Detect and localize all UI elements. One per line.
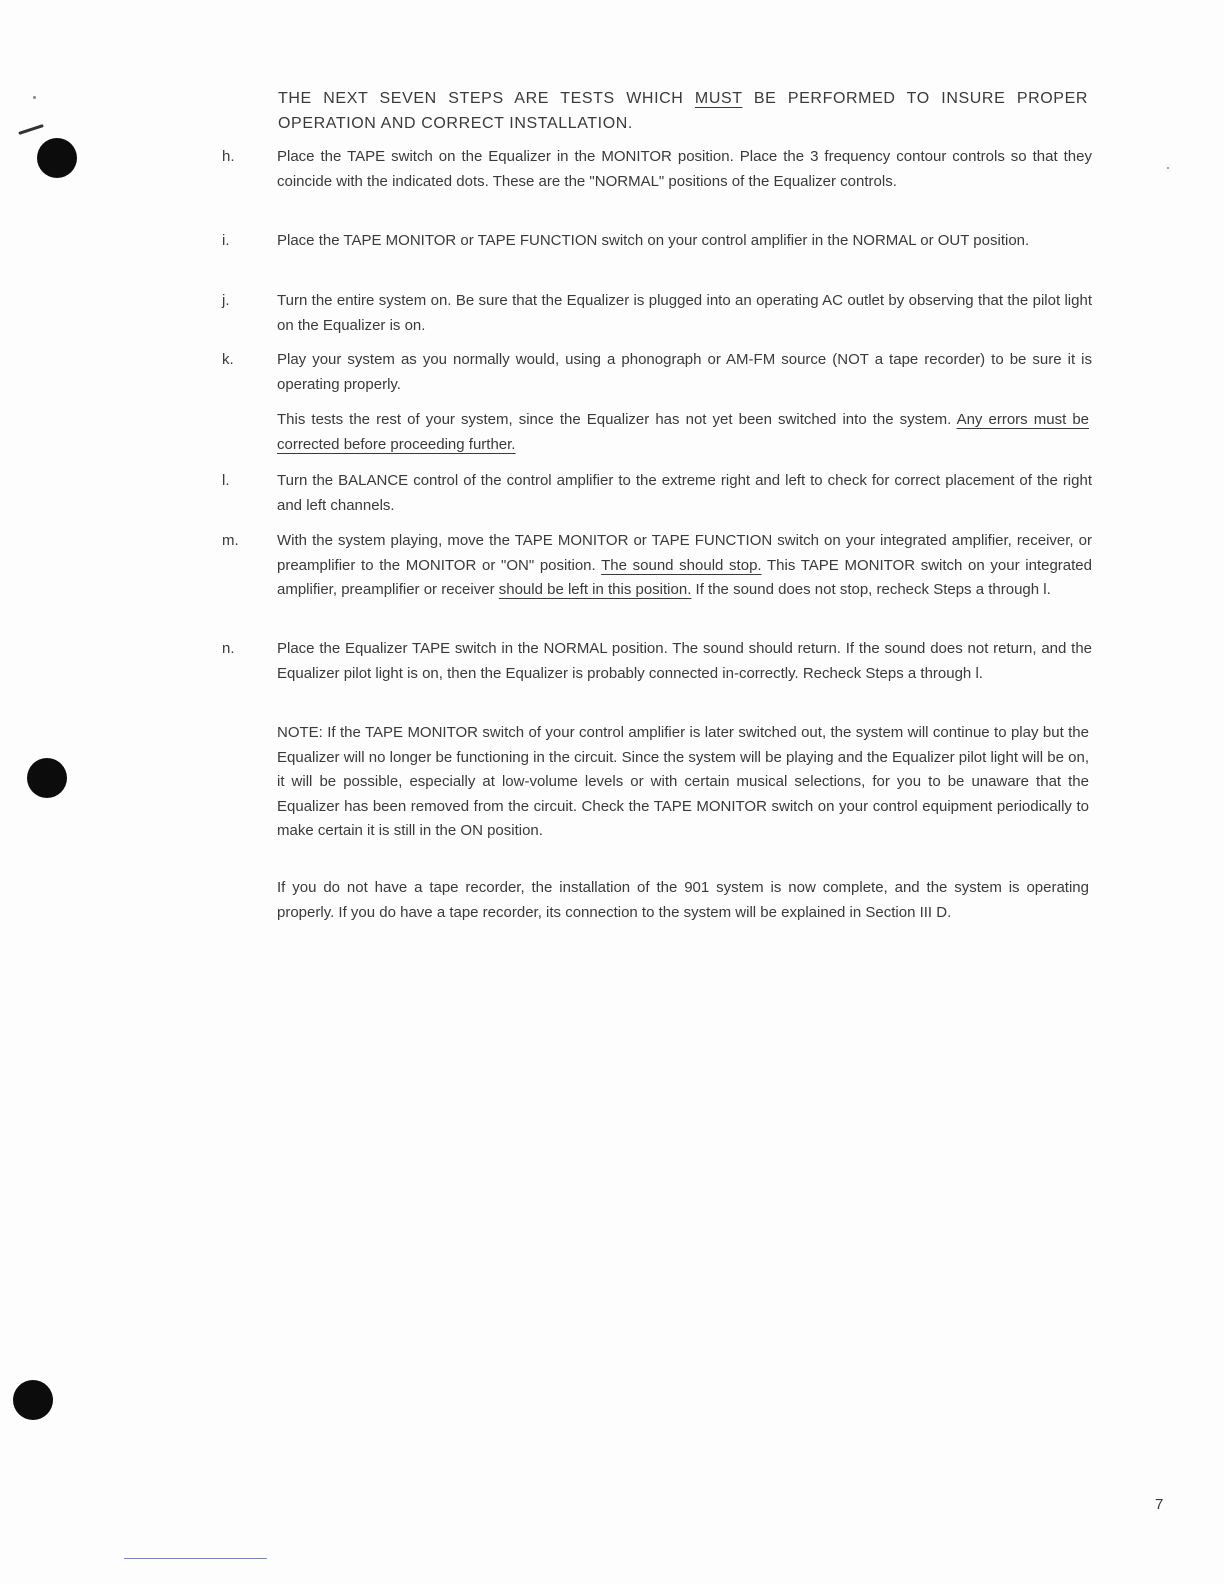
step-text [277, 529, 1092, 603]
step-k-note [277, 408, 1089, 457]
step-m [222, 529, 1092, 603]
step-label: j. [222, 292, 230, 309]
punch-hole-top [37, 138, 77, 178]
step-l [222, 469, 1092, 518]
intro-emphasis: MUST [694, 90, 743, 107]
note-underlined: Any errors must be corrected before proceeding further. [277, 411, 1089, 453]
note-text: This tests the rest of your system, since the Equalizer has not yet been switched into the system. [277, 411, 957, 428]
step-k [222, 348, 1092, 397]
step-text: Place the TAPE switch on the Equalizer in the MONITOR position. Place the 3 frequency contour controls so that they coincide with the indicated dots. These are the "NORMAL" positions of the Equalizer controls. [277, 148, 1092, 190]
step-n-note: NOTE: If the TAPE MONITOR switch of your control amplifier is later switched out, the system will continue to play but the Equalizer will no longer be functioning in the circuit. Since the system will be playing and the Equalizer pilot light will be on, it will be possible, especially at low-volume levels or with certain musical selections, for you to be unaware that the Equalizer has been removed from the circuit. Check the TAPE MONITOR switch on your control equipment periodically to make certain it is still in the ON position. [277, 724, 1089, 839]
speck-mark [1167, 167, 1169, 169]
step-label: k. [222, 351, 234, 368]
step-text: Place the Equalizer TAPE switch in the NORMAL position. The sound should return. If the sound does not return, and the Equalizer pilot light is on, then the Equalizer is probably connected in-correctly. Recheck Steps a through l. [277, 640, 1092, 682]
punch-hole-bottom [13, 1380, 53, 1420]
step-h [222, 145, 1092, 194]
step-m-text3: If the sound does not stop, recheck Steps a through l. [691, 581, 1051, 598]
step-n [222, 637, 1092, 686]
intro-warning [278, 86, 1088, 136]
intro-part1: THE NEXT SEVEN STEPS ARE TESTS WHICH [278, 90, 695, 107]
step-label: i. [222, 232, 230, 249]
page-number: 7 [1155, 1496, 1164, 1513]
step-m-text1: With the system playing, move the TAPE MONITOR or TAPE FUNCTION switch on your integrated amplifier, receiver, or preamplifier to the MONITOR or "ON" position. [277, 532, 1092, 574]
step-m-underline1: The sound should stop. [601, 556, 762, 574]
speck-mark [18, 124, 44, 135]
punch-hole-middle [27, 758, 67, 798]
step-text: Turn the entire system on. Be sure that the Equalizer is plugged into an operating AC outlet by observing that the pilot light on the Equalizer is on. [277, 292, 1092, 334]
step-label: n. [222, 640, 235, 657]
intro-part2: BE PERFORMED TO INSURE PROPER OPERATION AND CORRECT INSTALLATION. [278, 90, 1088, 132]
step-text: Turn the BALANCE control of the control amplifier to the extreme right and left to check for correct placement of the right and left channels. [277, 472, 1092, 514]
step-m-text2: This TAPE MONITOR switch on your integrated amplifier, preamplifier or receiver [277, 556, 1092, 598]
closing-paragraph: If you do not have a tape recorder, the installation of the 901 system is now complete, and the system is operating properly. If you do have a tape recorder, its connection to the system will be explained in Section III D. [277, 879, 1089, 921]
footer-rule [124, 1558, 267, 1559]
step-i [222, 229, 1092, 254]
step-label: h. [222, 148, 235, 165]
step-text: Place the TAPE MONITOR or TAPE FUNCTION switch on your control amplifier in the NORMAL or OUT position. [277, 232, 1030, 249]
speck-mark [33, 96, 36, 99]
step-text: Play your system as you normally would, using a phonograph or AM-FM source (NOT a tape recorder) to be sure it is operating properly. [277, 351, 1092, 393]
step-label: m. [222, 532, 239, 549]
step-label: l. [222, 472, 230, 489]
step-m-underline2: should be left in this position. [498, 581, 692, 598]
step-j [222, 289, 1092, 338]
